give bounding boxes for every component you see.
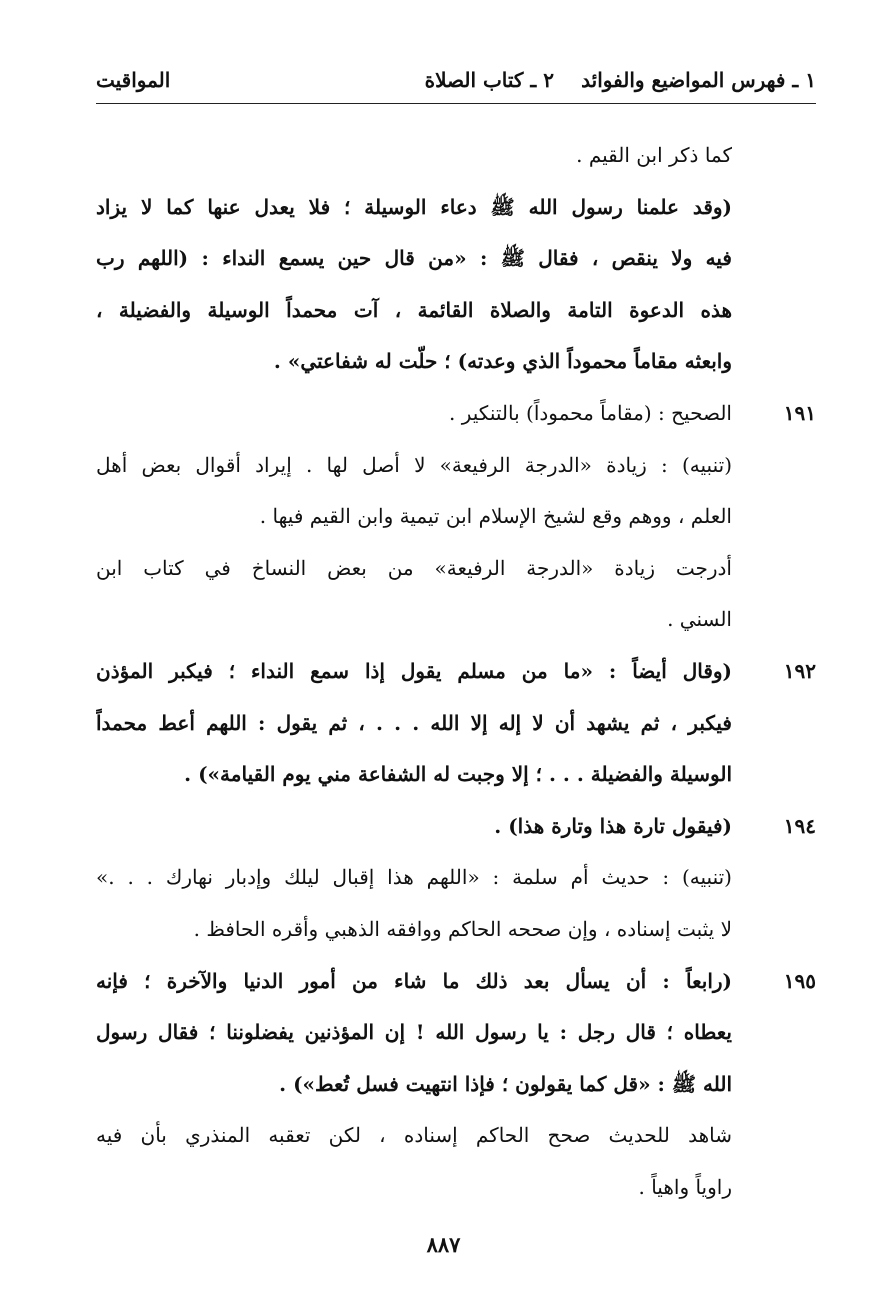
- header-chapter-title: ٢ ـ كتاب الصلاة: [424, 68, 554, 92]
- line-text: (رابعاً : أن يسأل بعد ذلك ما شاء من أمور الدنيا والآخرة ؛ فإنه: [96, 968, 732, 993]
- text-line: [96, 801, 816, 853]
- header-topic: المواقيت: [96, 68, 171, 92]
- entry-number: ١٩٢: [783, 658, 816, 683]
- line-text: السني .: [667, 607, 732, 632]
- line-text: (تنبيه) : زيادة «الدرجة الرفيعة» لا أصل لها . إيراد أقوال بعض أهل: [96, 452, 732, 477]
- text-line: [96, 130, 816, 182]
- line-text: شاهد للحديث صحح الحاكم إسناده ، لكن تعقبه المنذري بأن فيه: [96, 1123, 732, 1148]
- line-text: (فيقول تارة هذا وتارة هذا) .: [494, 813, 732, 838]
- line-text: (تنبيه) : حديث أم سلمة : «اللهم هذا إقبال ليلك وإدبار نهارك . . .»: [96, 865, 732, 890]
- text-line: [96, 698, 816, 750]
- text-line: [96, 1110, 816, 1162]
- line-text: يعطاه ؛ قال رجل : يا رسول الله ! إن المؤذنين يفضلوننا ؛ فقال رسول: [96, 1020, 732, 1045]
- entry-number: ١٩١: [783, 400, 816, 425]
- line-text: (وقد علمنا رسول الله ﷺ دعاء الوسيلة ؛ فلا يعدل عنها كما لا يزاد: [96, 194, 732, 219]
- text-line: [96, 543, 816, 595]
- line-text: فيكبر ، ثم يشهد أن لا إله إلا الله . . . ، ثم يقول : اللهم أعط محمداً: [96, 710, 732, 735]
- line-text: الوسيلة والفضيلة . . . ؛ إلا وجبت له الشفاعة مني يوم القيامة») .: [184, 762, 732, 787]
- entry-number: ١٩٥: [783, 968, 816, 993]
- text-line: [96, 904, 816, 956]
- text-line: [96, 1007, 816, 1059]
- line-text: العلم ، ووهم وقع لشيخ الإسلام ابن تيمية وابن القيم فيها .: [259, 504, 732, 529]
- text-line: [96, 594, 816, 646]
- entry-number: ١٩٤: [783, 813, 816, 838]
- text-line: [96, 182, 816, 234]
- header-section-title: ١ ـ فهرس المواضيع والفوائد: [581, 68, 816, 92]
- text-line: [96, 440, 816, 492]
- text-line: [96, 956, 816, 1008]
- text-line: [96, 491, 816, 543]
- line-text: (وقال أيضاً : «ما من مسلم يقول إذا سمع النداء ؛ فيكبر المؤذن: [96, 658, 732, 683]
- line-text: وابعثه مقاماً محموداً الذي وعدته) ؛ حلّت له شفاعتي» .: [273, 349, 732, 374]
- text-line: [96, 852, 816, 904]
- text-line: [96, 285, 816, 337]
- text-line: [96, 749, 816, 801]
- page-body: [96, 130, 816, 1213]
- line-text: الله ﷺ : «قل كما يقولون ؛ فإذا انتهيت فسل تُعط») .: [279, 1071, 732, 1096]
- header-rule: [96, 103, 816, 104]
- text-line: [96, 1059, 816, 1111]
- line-text: كما ذكر ابن القيم .: [576, 143, 732, 167]
- line-text: فيه ولا ينقص ، فقال ﷺ : «من قال حين يسمع النداء : (اللهم رب: [96, 246, 732, 271]
- line-text: لا يثبت إسناده ، وإن صححه الحاكم ووافقه الذهبي وأقره الحافظ .: [193, 916, 732, 941]
- page-number: ٨٨٧: [426, 1232, 461, 1257]
- text-line: [96, 646, 816, 698]
- text-line: [96, 388, 816, 440]
- text-line: [96, 1162, 816, 1214]
- line-text: الصحيح : (مقاماً محموداً) بالتنكير .: [449, 400, 732, 425]
- line-text: راوياً واهياً .: [638, 1174, 732, 1199]
- text-line: [96, 336, 816, 388]
- line-text: أدرجت زيادة «الدرجة الرفيعة» من بعض النساخ في كتاب ابن: [96, 555, 732, 580]
- text-line: [96, 233, 816, 285]
- running-header: [96, 62, 816, 100]
- line-text: هذه الدعوة التامة والصلاة القائمة ، آت محمداً الوسيلة والفضيلة ،: [96, 297, 732, 322]
